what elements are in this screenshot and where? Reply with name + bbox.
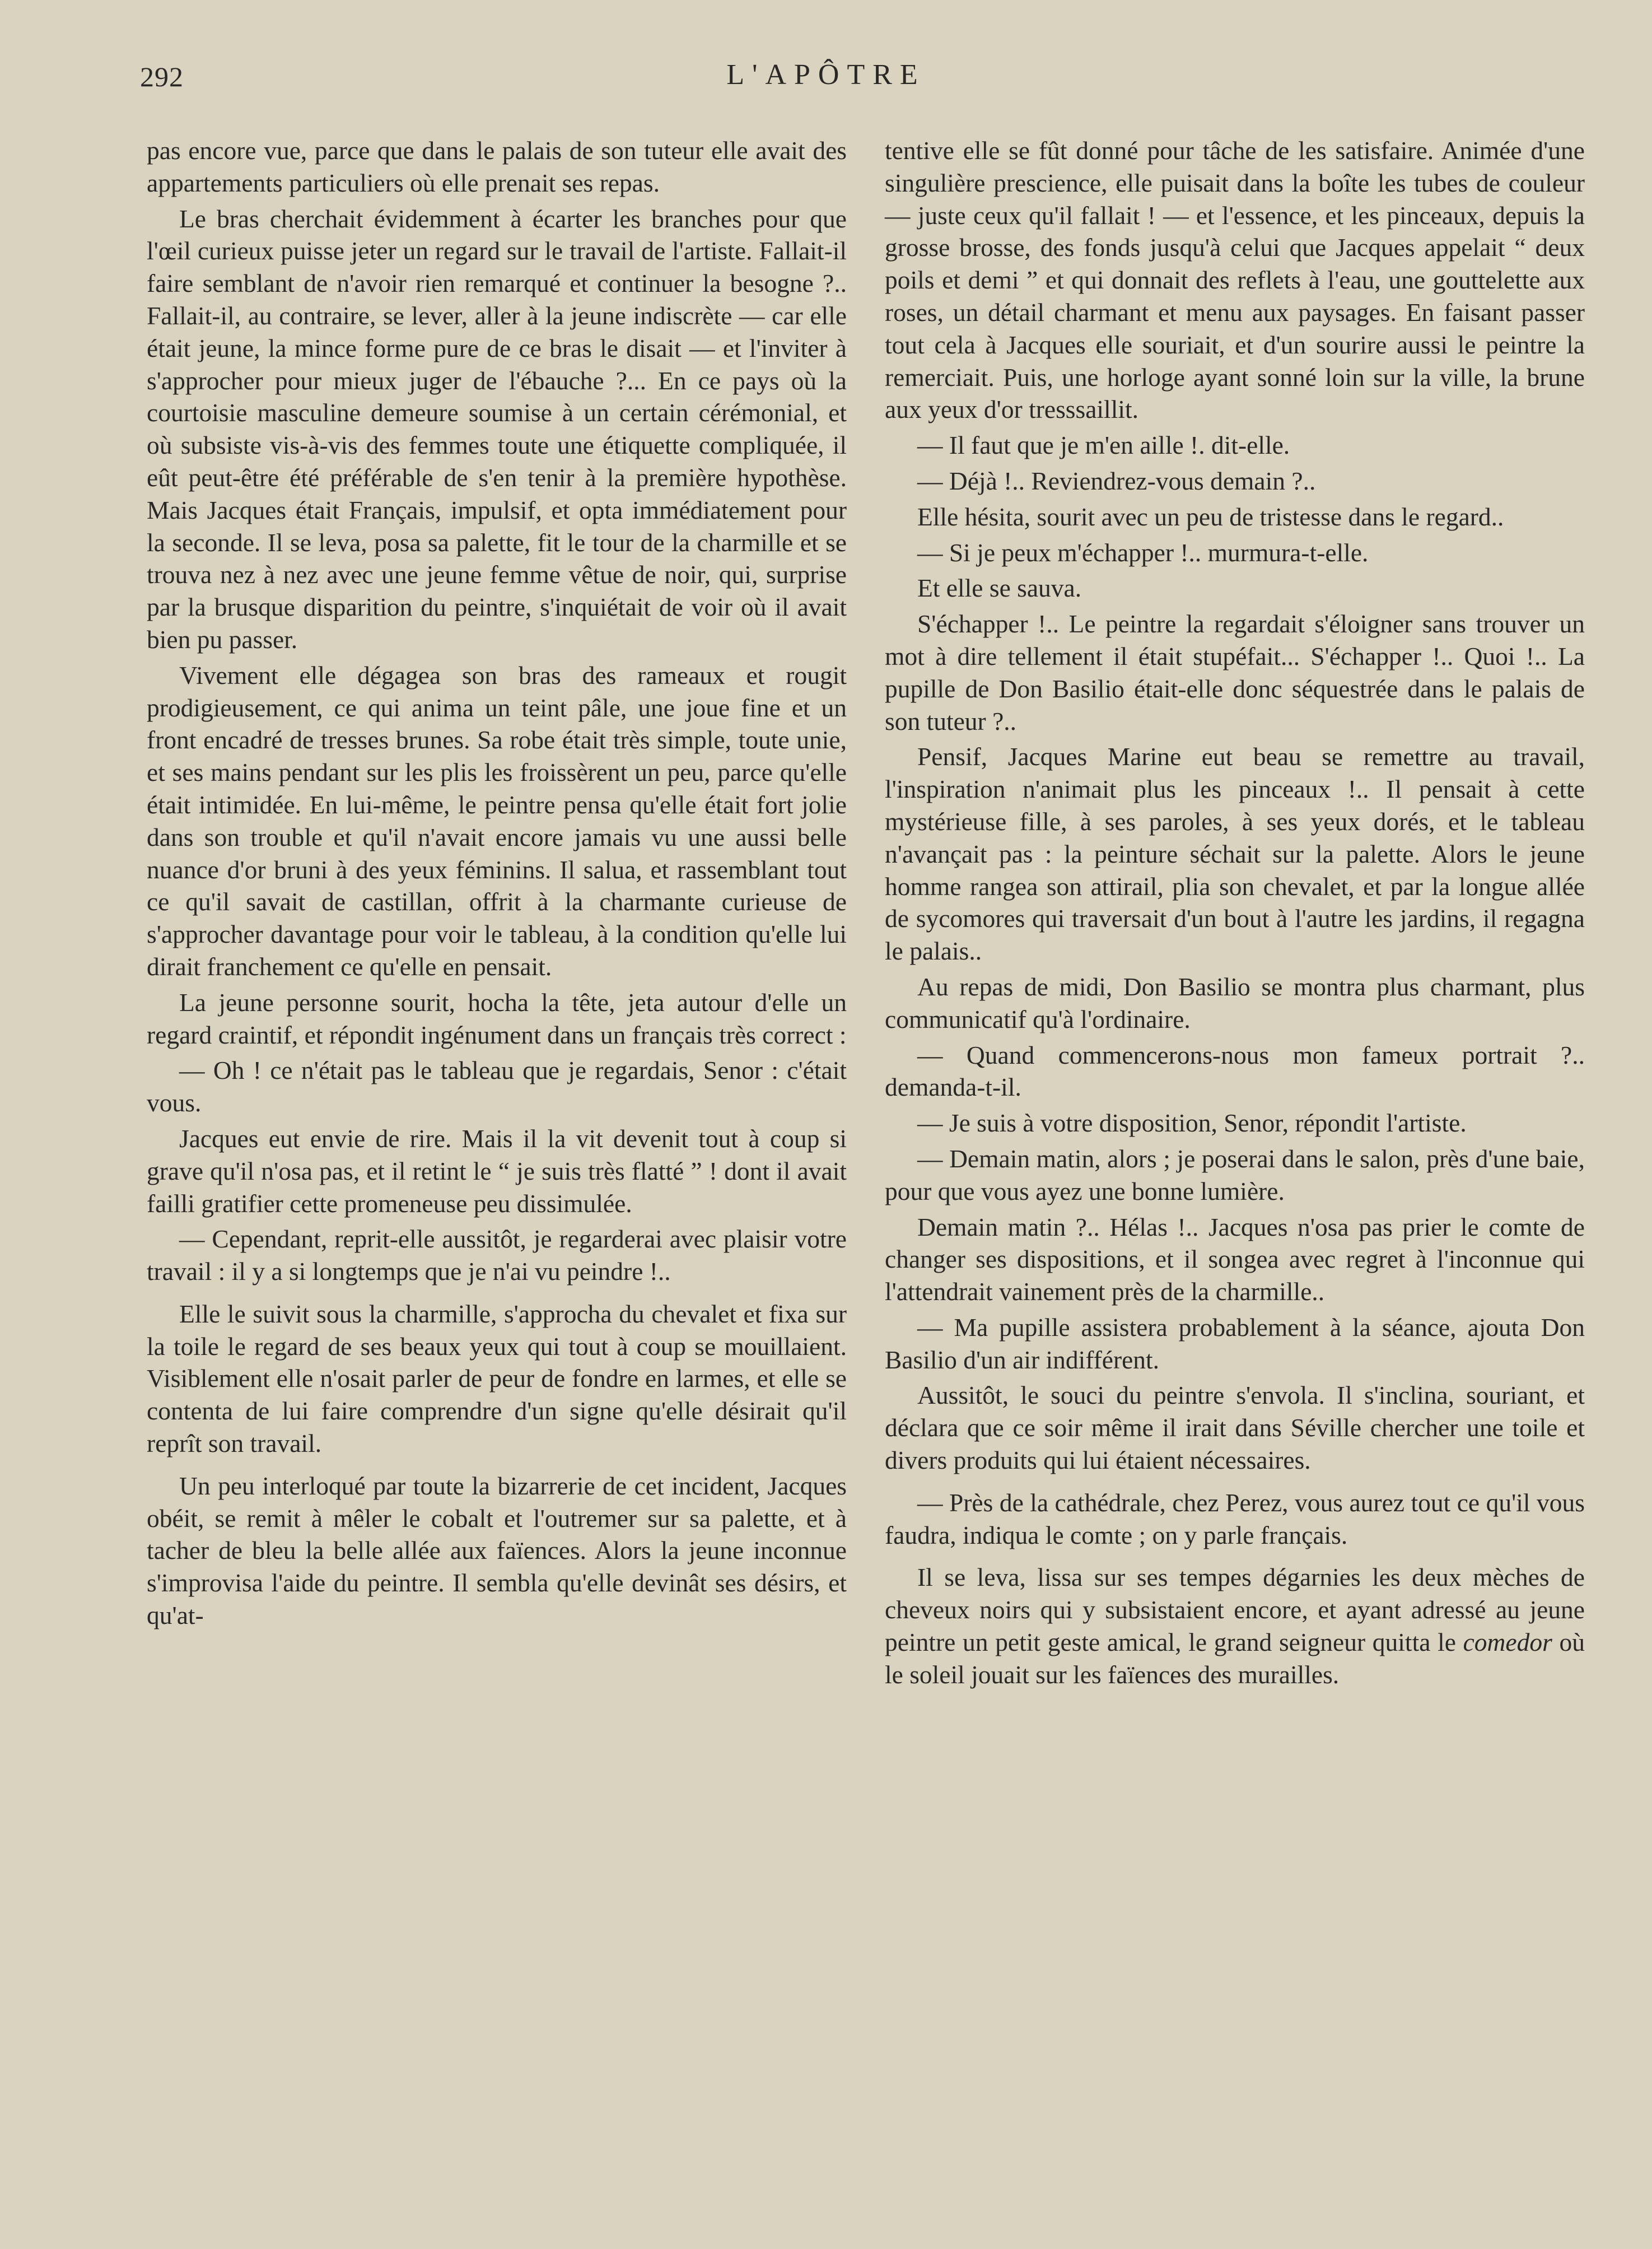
- paragraph: Aussitôt, le souci du peintre s'envola. Il s'inclina, souriant, et déclara que ce soir même il irait dans Séville chercher une toile et divers produits qui lui étaient nécessaires.: [885, 1381, 1585, 1475]
- paragraph: Jacques eut envie de rire. Mais il la vit devenit tout à coup si grave qu'il n'osa pas, et il retint le “ je suis très flatté ” ! dont il avait failli gratifier cette promeneuse peu dissimulée.: [147, 1124, 847, 1218]
- dialogue-line: — Oh ! ce n'était pas le tableau que je regardais, Senor : c'était vous.: [147, 1056, 847, 1117]
- dialogue-line: — Déjà !.. Reviendrez-vous demain ?..: [917, 466, 1316, 495]
- dialogue-line: — Demain matin, alors ; je poserai dans le salon, près d'une baie, pour que vous ayez une bonne lumière.: [885, 1144, 1585, 1205]
- left-column: [147, 134, 847, 1635]
- paragraph: Pensif, Jacques Marine eut beau se remettre au travail, l'inspiration n'animait plus les pinceaux !.. Il pensait à cette mystérieuse fille, à ses paroles, à ses yeux dorés, et le tableau n'avançait pas : la peinture séchait sur la palette. Alors le jeune homme rangea son attirail, plia son chevalet, et par la longue allée de sycomores qui traversait d'un bout à l'autre les jardins, il regagna le palais..: [885, 742, 1585, 966]
- paragraph: Demain matin ?.. Hélas !.. Jacques n'osa pas prier le comte de changer ses dispositions, et il songea avec regret à l'inconnue qui l'attendrait vainement près de la charmille..: [885, 1212, 1585, 1306]
- paragraph: S'échapper !.. Le peintre la regardait s'éloigner sans trouver un mot à dire tellement il était stupéfait... S'échapper !.. Quoi !.. La pupille de Don Basilio était-elle donc séquestrée dans le palais de son tuteur ?..: [885, 609, 1585, 735]
- dialogue-line: — Près de la cathédrale, chez Perez, vous aurez tout ce qu'il vous faudra, indiqua le comte ; on y parle français.: [885, 1488, 1585, 1549]
- running-title: L'APÔTRE: [726, 59, 926, 91]
- dialogue-line: — Ma pupille assistera probablement à la séance, ajouta Don Basilio d'un air indifférent.: [885, 1312, 1585, 1374]
- dialogue-line: — Quand commencerons-nous mon fameux portrait ?.. demanda-t-il.: [885, 1040, 1585, 1102]
- italic-word: comedor: [1463, 1628, 1552, 1657]
- dialogue-line: — Il faut que je m'en aille !. dit-elle.: [917, 431, 1290, 460]
- dialogue-line: — Je suis à votre disposition, Senor, répondit l'artiste.: [917, 1109, 1467, 1138]
- page-number: 292: [140, 61, 184, 92]
- paragraph: tentive elle se fût donné pour tâche de les satisfaire. Animée d'une singulière prescience, elle puisait dans la boîte les tubes de couleur — juste ceux qu'il fallait ! — et l'essence, et les pinceaux, depuis la grosse brosse, des fonds jusqu'à celui que Jacques appelait “ deux poils et demi ” et qui donnait des reflets à l'eau, une gouttelette aux roses, un détail charmant et menu aux paysages. En faisant passer tout cela à Jacques elle souriait, et d'un sourire aussi le peintre la remerciait. Puis, une horloge ayant sonné loin sur la ville, la brune aux yeux d'or tresssaillit.: [885, 136, 1585, 424]
- paragraph: Le bras cherchait évidemment à écarter les branches pour que l'œil curieux puisse jeter un regard sur le travail de l'artiste. Fallait-il faire semblant de n'avoir rien remarqué et continuer la besogne ?.. Fallait-il, au contraire, se lever, aller à la jeune indiscrète — car elle était jeune, la mince forme pure de ce bras le disait — et l'inviter à s'approcher pour mieux juger de l'ébauche ?... En ce pays où la courtoisie masculine demeure soumise à un certain cérémonial, et où subsiste vis-à-vis des femmes toute une étiquette compliquée, il eût peut-être été préférable de s'en tenir à la première hypothèse. Mais Jacques était Français, impulsif, et opta immédiatement pour la seconde. Il se leva, posa sa palette, fit le tour de la charmille et se trouva nez à nez avec une jeune femme vêtue de noir, qui, surprise par la brusque disparition du peintre, s'inquiétait de voir où il avait bien pu passer.: [147, 204, 847, 654]
- right-column: [885, 134, 1585, 1694]
- paragraph: Au repas de midi, Don Basilio se montra plus charmant, plus communicatif qu'à l'ordinaire.: [885, 972, 1585, 1033]
- paragraph: Un peu interloqué par toute la bizarrerie de cet incident, Jacques obéit, se remit à mêler le cobalt et l'outremer sur sa palette, et à tacher de bleu la belle allée aux faïences. Alors la jeune inconnue s'improvisa l'aide du peintre. Il sembla qu'elle devinât ses désirs, et qu'at-: [147, 1471, 847, 1630]
- dialogue-line: — Cependant, reprit-elle aussitôt, je regarderai avec plaisir votre travail : il y a si longtemps que je n'ai vu peindre !..: [147, 1224, 847, 1286]
- paragraph-text: Il se leva, lissa sur ses tempes dégarnies les deux mèches de cheveux noirs qui y subsistaient encore, et ayant adressé au jeune peintre un petit geste amical, le grand seigneur quitta le: [885, 1563, 1585, 1657]
- dialogue-line: — Si je peux m'échapper !.. murmura-t-elle.: [917, 538, 1369, 567]
- paragraph-text: où le soleil jouait sur les faïences des murailles.: [885, 1628, 1585, 1689]
- paragraph: [885, 1561, 1585, 1691]
- paragraph: Et elle se sauva.: [917, 574, 1082, 603]
- paragraph: pas encore vue, parce que dans le palais de son tuteur elle avait des appartements particuliers où elle prenait ses repas.: [147, 136, 847, 197]
- paragraph: Elle hésita, sourit avec un peu de tristesse dans le regard..: [917, 502, 1504, 531]
- paragraph: Vivement elle dégagea son bras des rameaux et rougit prodigieusement, ce qui anima un teint pâle, une joue fine et un front encadré de tresses brunes. Sa robe était très simple, toute unie, et ses mains pendant sur les plis les froissèrent un peu, parce qu'elle était intimidée. En lui-même, le peintre pensa qu'elle était fort jolie dans son trouble et qu'il n'avait encore jamais vu une aussi belle nuance d'or bruni à des yeux féminins. Il salua, et rassemblant tout ce qu'il savait de castillan, offrit à la charmante curieuse de s'approcher davantage pour voir le tableau, à la condition qu'elle lui dirait franchement ce qu'elle en pensait.: [147, 660, 847, 981]
- paragraph: La jeune personne sourit, hocha la tête, jeta autour d'elle un regard craintif, et répondit ingénument dans un français très correct :: [147, 988, 847, 1049]
- paragraph: Elle le suivit sous la charmille, s'approcha du chevalet et fixa sur la toile le regard de ses beaux yeux qui tout à coup se mouillaient. Visiblement elle n'osait parler de peur de fondre en larmes, et elle se contenta de lui faire comprendre d'un signe qu'elle désirait qu'il reprît son travail.: [147, 1299, 847, 1458]
